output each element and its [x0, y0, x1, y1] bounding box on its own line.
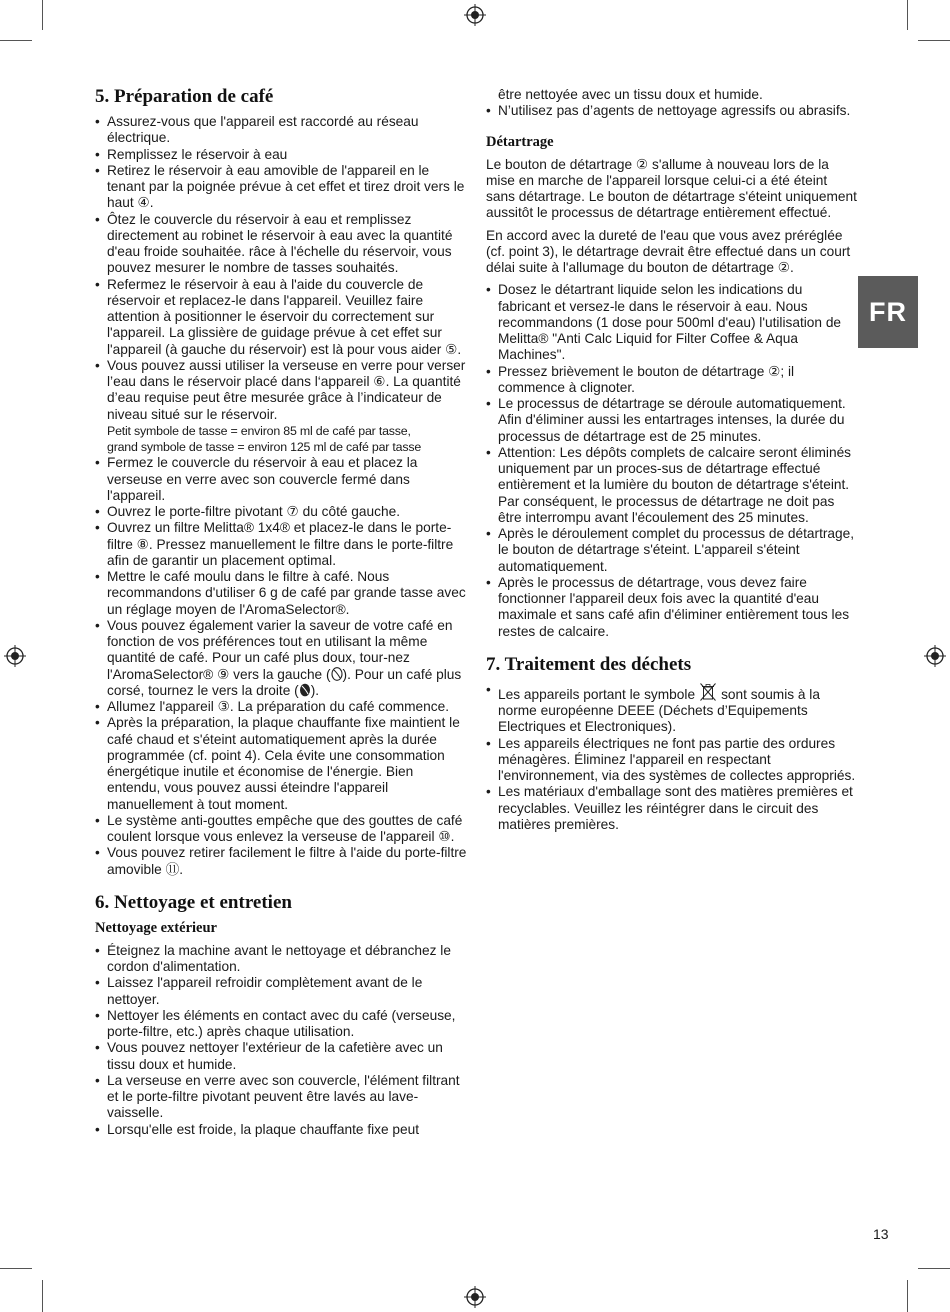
- registration-mark-icon: [924, 645, 946, 667]
- list-item-text: ).: [310, 682, 320, 698]
- disposal-list: [486, 682, 858, 833]
- list-item-text: Vous pouvez également varier la saveur de votre café en fonction de vos préférences tout en utilisant la même quantité de café. Pour un café plus doux, tour-nez l'AromaSelector® ⑨ vers la gauche (: [107, 617, 453, 682]
- list-item: • Les matériaux d'emballage sont des matières premières et recyclables. Veuillez les réintégrer dans le circuit des matières premières.: [486, 784, 858, 833]
- preparation-list: [95, 114, 467, 878]
- registration-mark-icon: [464, 1286, 486, 1308]
- right-column: [486, 87, 858, 833]
- cup-note: grand symbole de tasse = environ 125 ml de café par tasse: [107, 440, 422, 454]
- list-item: • Ôtez le couvercle du réservoir à eau et remplissez directement au robinet le réservoir à eau avec la quantité d'eau froide souhaitée. râce à l'échelle du réservoir, vous pouvez mesurer le nombre de tasses souhaités.: [95, 212, 467, 277]
- list-item: • Pressez brièvement le bouton de détartrage ②; il commence à clignoter.: [486, 364, 858, 397]
- list-item: • Ouvrez un filtre Melitta® 1x4® et placez-le dans le porte-filtre ⑧. Pressez manuellement le filtre dans le porte-filtre afin de garantir un placement optimal.: [95, 520, 467, 569]
- list-item: • Mettre le café moulu dans le filtre à café. Nous recommandons d'utiliser 6 g de café par grande tasse avec un réglage moyen de l'AromaSelector®.: [95, 569, 467, 618]
- registration-mark-icon: [464, 4, 486, 26]
- list-item: • Allumez l'appareil ③. La préparation du café commence.: [95, 699, 467, 715]
- list-item: • Retirez le réservoir à eau amovible de l'appareil en le tenant par la poignée prévue à cet effet et tirez droit vers le haut ④.: [95, 163, 467, 212]
- crop-mark: [42, 1280, 43, 1312]
- list-item: • Vous pouvez retirer facilement le filtre à l'aide du porte-filtre amovible ⑪.: [95, 845, 467, 878]
- mild-coffee-bean-icon: [331, 667, 343, 681]
- crop-mark: [42, 0, 43, 30]
- list-item: • Attention: Les dépôts complets de calcaire seront éliminés uniquement par un proces-sus de détartrage effectué entièrement et la lumière du bouton de détartrage s'éteint. Par conséquent, le processus de détartrage ne doit pas être interrompu avant l'écoulement des 25 minutes.: [486, 445, 858, 526]
- list-item-text: Les appareils portant le symbole: [498, 686, 696, 702]
- section-6-title: 6. Nettoyage et entretien: [95, 891, 292, 913]
- descaling-subtitle: Détartrage: [486, 133, 554, 150]
- list-item: • Fermez le couvercle du réservoir à eau et placez la verseuse en verre avec son couvercle fermé dans l'appareil.: [95, 455, 467, 504]
- list-item: • Assurez-vous que l'appareil est raccordé au réseau électrique.: [95, 114, 467, 147]
- descaling-paragraph: En accord avec la dureté de l'eau que vous avez préréglée (cf. point 3), le détartrage devrait être effectué dans un court délai suite à l'allumage du bouton de détartrage ②.: [486, 227, 851, 275]
- list-item: [486, 682, 858, 736]
- list-item: • Refermez le réservoir à eau à l'aide du couvercle de réservoir et replacez-le dans l'appareil. Veuillez faire attention à positionner le éservoir du correctement sur l'appareil. La glissière de guidage prévue à cet effet sur l'appareil (à gauche du réservoir) est là pour vous aider ⑤.: [95, 277, 467, 358]
- list-item: • N’utilisez pas d’agents de nettoyage agressifs ou abrasifs.: [486, 103, 858, 119]
- page-number: 13: [873, 1226, 889, 1242]
- list-item: • Le processus de détartrage se déroule automatiquement. Afin d'éliminer aussi les entartrages intenses, la durée du processus de détartrage est de 25 minutes.: [486, 396, 858, 445]
- list-item: • Vous pouvez nettoyer l'extérieur de la cafetière avec un tissu doux et humide.: [95, 1040, 467, 1073]
- section-7-title: 7. Traitement des déchets: [486, 653, 692, 675]
- list-item: • Le système anti-gouttes empêche que des gouttes de café coulent lorsque vous enlevez la verseuse de l'appareil ⑩.: [95, 813, 467, 846]
- descaling-list: [486, 282, 858, 640]
- list-item: • Éteignez la machine avant le nettoyage et débranchez le cordon d'alimentation.: [95, 943, 467, 976]
- list-item: • Nettoyer les éléments en contact avec du café (verseuse, porte-filtre, etc.) après chaque utilisation.: [95, 1008, 467, 1041]
- list-item: • Ouvrez le porte-filtre pivotant ⑦ du côté gauche.: [95, 504, 467, 520]
- list-item-text: sont soumis à la norme européenne DEEE (Déchets d’Equipements Electriques et Electroniques).: [498, 686, 820, 735]
- cleaning-list: [95, 943, 467, 1138]
- crop-mark: [0, 1268, 32, 1269]
- list-item-text: Vous pouvez aussi utiliser la verseuse en verre pour verser l’eau dans le réservoir placé dans l‘appareil ⑥. La quantité d’eau requise peut être mesurée grâce à l’indicateur de niveau situé sur le réservoir.: [107, 357, 466, 422]
- descaling-paragraph: Le bouton de détartrage ② s'allume à nouveau lors de la mise en marche de l'appareil lorsque celui-ci a été éteint sans détartrage. Le bouton de détartrage s'éteint uniquement aussitôt le processus de détartrage entièrement effectué.: [486, 156, 857, 221]
- crop-mark: [0, 40, 32, 41]
- cleaning-list-continued: [486, 87, 858, 120]
- language-tab: FR: [858, 276, 918, 348]
- list-item: • La verseuse en verre avec son couvercle, l'élément filtrant et le porte-filtre pivotant peuvent être lavés au lave-vaisselle.: [95, 1073, 467, 1122]
- list-item-continuation: être nettoyée avec un tissu doux et humide.: [498, 87, 763, 102]
- crop-mark: [918, 40, 950, 41]
- list-item: • Dosez le détartrant liquide selon les indications du fabricant et versez-le dans le réservoir à eau. Nous recommandons (1 dose pour 500ml d'eau) l'utilisation de Melitta® "Anti Calc Liquid for Filter Coffee & Aqua Machines".: [486, 282, 858, 363]
- list-item: • Les appareils électriques ne font pas partie des ordures ménagères. Éliminez l'appareil en respectant l'environnement, via des systèmes de collectes appropriés.: [486, 736, 858, 785]
- list-item: • Après le processus de détartrage, vous devez faire fonctionner l'appareil deux fois avec la quantité d'eau maximale et sans café afin d'éliminer entièrement tous les restes de calcaire.: [486, 575, 858, 640]
- list-item: • Remplissez le réservoir à eau: [95, 147, 467, 163]
- crop-mark: [907, 0, 908, 30]
- cup-note: Petit symbole de tasse = environ 85 ml de café par tasse,: [107, 423, 411, 438]
- list-item: [95, 358, 467, 456]
- registration-mark-icon: [4, 645, 26, 667]
- list-item: • Laissez l'appareil refroidir complètement avant de le nettoyer.: [95, 975, 467, 1008]
- exterior-cleaning-subtitle: Nettoyage extérieur: [95, 919, 217, 936]
- strong-coffee-bean-icon: [299, 683, 311, 697]
- list-item: [95, 618, 467, 699]
- list-item: • Lorsqu'elle est froide, la plaque chauffante fixe peut: [95, 1122, 467, 1138]
- section-5-title: 5. Préparation de café: [95, 86, 274, 107]
- list-item-text: ). Pour un café plus corsé, tournez le vers la droite (: [107, 666, 462, 698]
- crossed-out-bin-icon: [699, 682, 717, 702]
- crop-mark: [918, 1268, 950, 1269]
- list-item: • Après la préparation, la plaque chauffante fixe maintient le café chaud et s'éteint automatiquement après la durée programmée (cf. point 4). Cela évite une consommation énergétique inutile et économise de l'énergie. Bien entendu, vous pouvez aussi éteindre l'appareil manuellement à tout moment.: [95, 715, 467, 813]
- left-column: [95, 86, 467, 1138]
- crop-mark: [907, 1280, 908, 1312]
- list-item: • Après le déroulement complet du processus de détartrage, le bouton de détartrage s'éteint. L'appareil s'éteint automatiquement.: [486, 526, 858, 575]
